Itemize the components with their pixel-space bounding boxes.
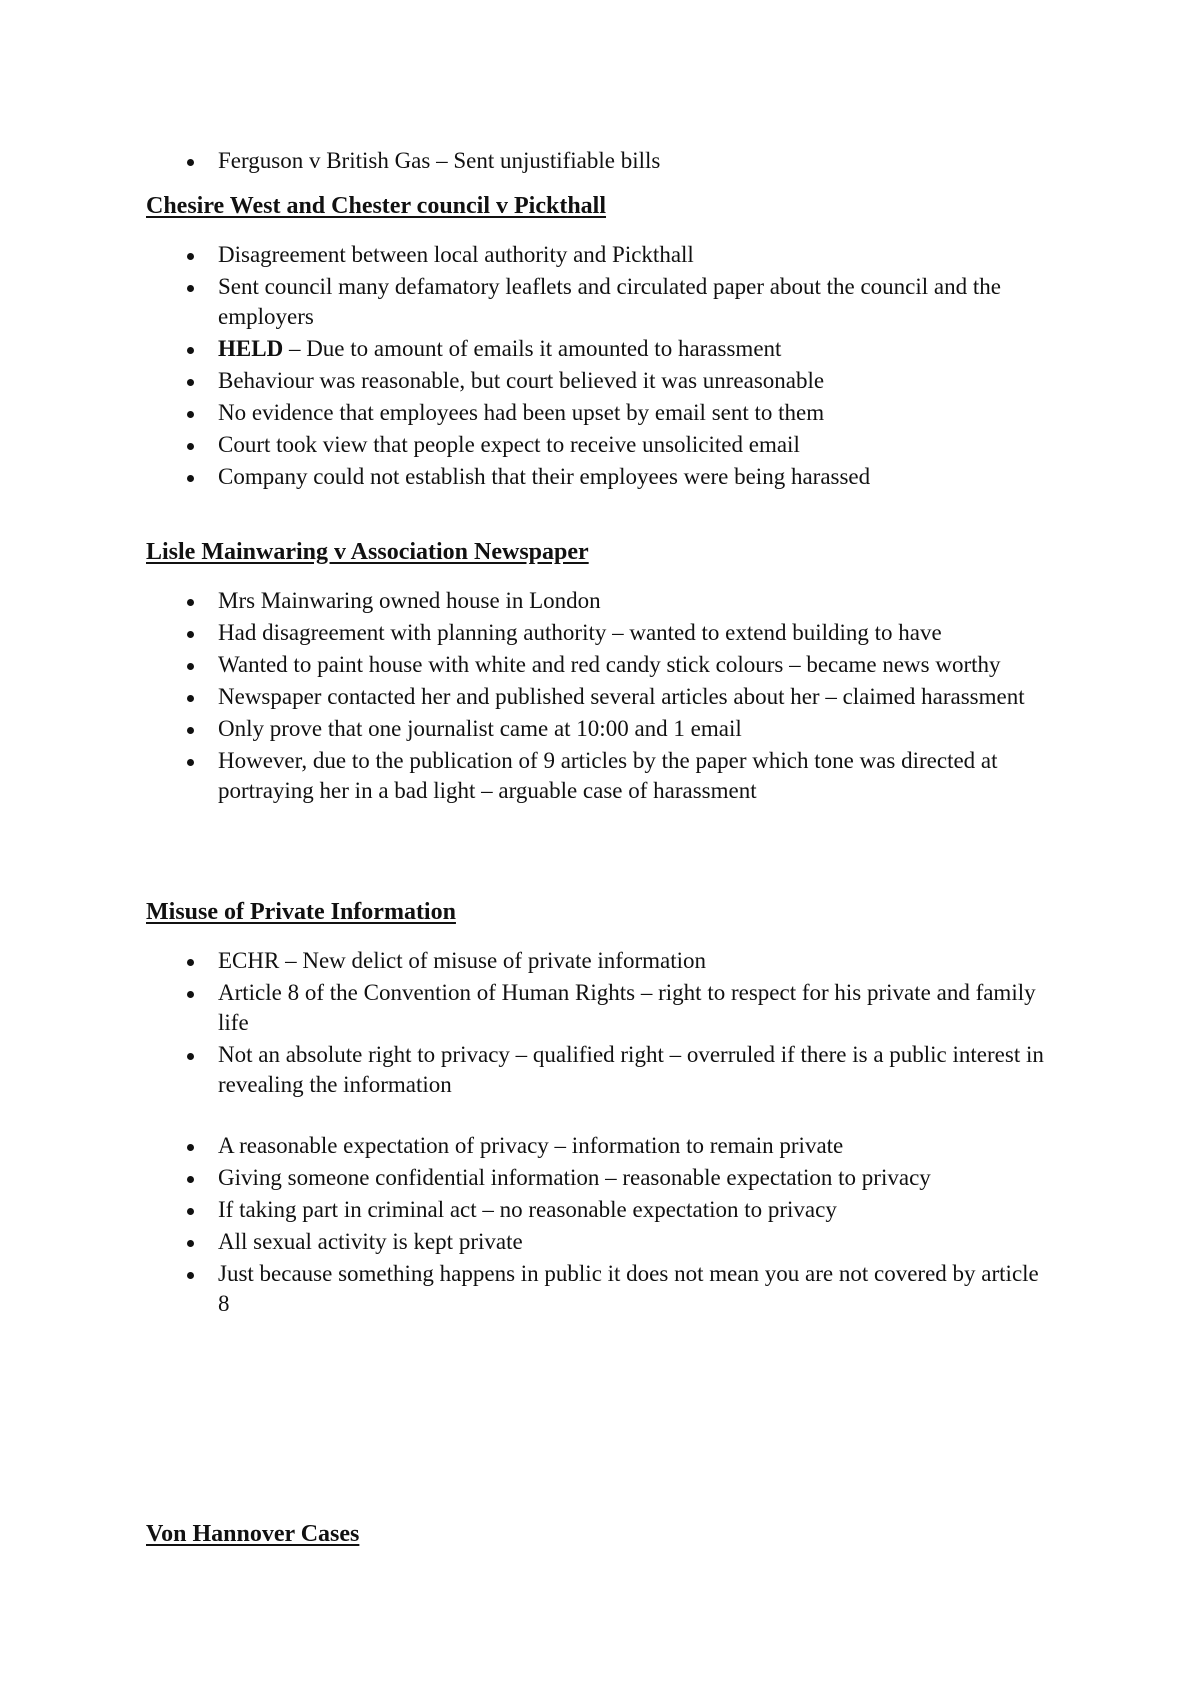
list-item: Disagreement between local authority and Pickthall bbox=[0, 240, 1200, 270]
intro-list bbox=[0, 146, 1200, 178]
list-item: Court took view that people expect to receive unsolicited email bbox=[0, 430, 1200, 460]
list-item: If taking part in criminal act – no reasonable expectation to privacy bbox=[0, 1195, 1200, 1225]
list-item: ECHR – New delict of misuse of private information bbox=[0, 946, 1200, 976]
list-item: Article 8 of the Convention of Human Rights – right to respect for his private and family life bbox=[0, 978, 1200, 1038]
list-item: Behaviour was reasonable, but court believed it was unreasonable bbox=[0, 366, 1200, 396]
list-item: Ferguson v British Gas – Sent unjustifiable bills bbox=[0, 146, 1200, 176]
section-heading-misuse: Misuse of Private Information bbox=[146, 899, 456, 925]
list-item: Only prove that one journalist came at 10:00 and 1 email bbox=[0, 714, 1200, 744]
section-heading-pickthall: Chesire West and Chester council v Pickthall bbox=[146, 193, 607, 219]
section-heading-mainwaring: Lisle Mainwaring v Association Newspaper bbox=[146, 539, 589, 565]
list-item: Newspaper contacted her and published several articles about her – claimed harassment bbox=[0, 682, 1200, 712]
list-item: Sent council many defamatory leaflets and circulated paper about the council and the employers bbox=[0, 272, 1200, 332]
list-item bbox=[0, 334, 1200, 364]
list-item: Company could not establish that their employees were being harassed bbox=[0, 462, 1200, 492]
list-item: Not an absolute right to privacy – qualified right – overruled if there is a public interest in revealing the information bbox=[0, 1040, 1200, 1100]
section-heading-hannover: Von Hannover Cases bbox=[146, 1521, 360, 1547]
list-item: Wanted to paint house with white and red candy stick colours – became news worthy bbox=[0, 650, 1200, 680]
misuse-list-a bbox=[0, 946, 1200, 1102]
list-item: All sexual activity is kept private bbox=[0, 1227, 1200, 1257]
list-item: However, due to the publication of 9 articles by the paper which tone was directed at portraying her in a bad light – arguable case of harassment bbox=[0, 746, 1200, 806]
list-item: Had disagreement with planning authority – wanted to extend building to have bbox=[0, 618, 1200, 648]
list-item: Mrs Mainwaring owned house in London bbox=[0, 586, 1200, 616]
list-item: Just because something happens in public it does not mean you are not covered by article 8 bbox=[0, 1259, 1200, 1319]
held-label: HELD bbox=[218, 336, 284, 361]
misuse-list-b bbox=[0, 1131, 1200, 1321]
list-item: No evidence that employees had been upset by email sent to them bbox=[0, 398, 1200, 428]
pickthall-list bbox=[0, 240, 1200, 494]
held-text: – Due to amount of emails it amounted to harassment bbox=[283, 336, 782, 361]
list-item: A reasonable expectation of privacy – information to remain private bbox=[0, 1131, 1200, 1161]
mainwaring-list bbox=[0, 586, 1200, 808]
list-item: Giving someone confidential information – reasonable expectation to privacy bbox=[0, 1163, 1200, 1193]
